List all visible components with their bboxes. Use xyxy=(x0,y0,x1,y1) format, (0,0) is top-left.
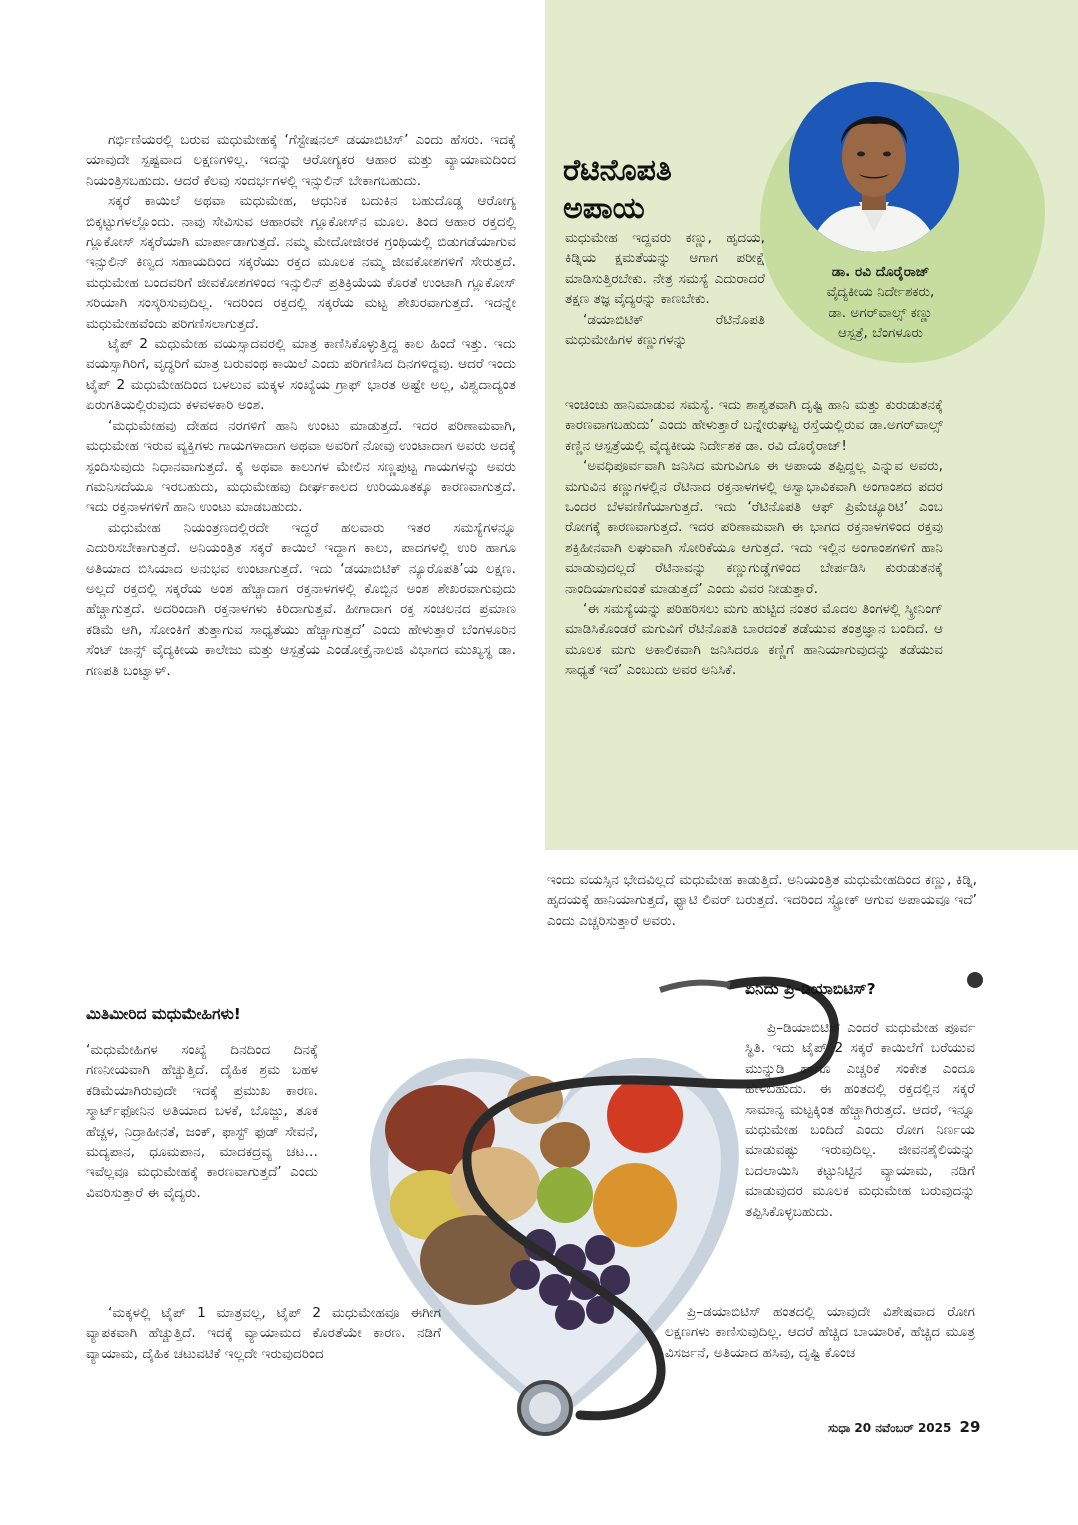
caption-line: ವೈದ್ಯಕೀಯ ನಿರ್ದೇಶಕರು, xyxy=(826,284,935,301)
sidebar-paragraph: ‘ಡಯಾಬಿಟಿಕ್ ರೆಟಿನೊಪತಿ ಮಧುಮೇಹಿಗಳ ಕಣ್ಣುಗಳನ್ನು xyxy=(565,311,765,349)
sidebar-title-line1: ರೆಟಿನೊಪತಿ xyxy=(563,153,672,188)
body-paragraph: ಟೈಪ್ 2 ಮಧುಮೇಹ ವಯಸ್ಸಾದವರಲ್ಲಿ ಮಾತ್ರ ಕಾಣಿಸಿಕೊಳ್ಳುತ್ತಿದ್ದ ಕಾಲ ಹಿಂದೆ ಇತ್ತು. ಇದು ವಯಸ್ಸಾಗಿರಿಗೆ, ವೃದ್ಧರಿಗೆ ಮಾತ್ರ ಬರುವಂಥ ಕಾಯಿಲೆ ಎಂದು ಪರಿಗಣಿಸಿದ ದಿನಗಳಿದ್ದವು. ಆದರೆ ಇಂದು ಟೈಪ್ 2 ಮಧುಮೇಹದಿಂದ ಬಳಲುವ ಮಕ್ಕಳ ಸಂಖ್ಯೆಯ ಗ್ರಾಫ್ ಭಾರತ ಅಷ್ಟೇ ಅಲ್ಲ, ವಿಶ್ವದಾದ್ಯಂತ ಏರುಗತಿಯಲ್ಲಿರುವುದು ಕಳವಳಕಾರಿ ಅಂಶ. xyxy=(86,336,516,414)
caption-name: ಡಾ. ರವಿ ದೊರೈರಾಜ್ xyxy=(831,264,930,280)
sidebar-narrow-text xyxy=(565,228,765,350)
sidebar-wide-text xyxy=(565,395,943,681)
page-number: 29 xyxy=(959,1418,981,1436)
sidebar-paragraph: ಇಂಚಿಂಚು ಹಾನಿಮಾಡುವ ಸಮಸ್ಯೆ. ಇದು ಶಾಶ್ವತವಾಗಿ ದೃಷ್ಟಿ ಹಾನಿ ಮತ್ತು ಕುರುಡುತನಕ್ಕೆ ಕಾರಣವಾಗಬಹುದು’ ಎಂದು ಹೇಳುತ್ತಾರೆ ಬನ್ನೇರುಘಟ್ಟ ರಸ್ತೆಯಲ್ಲಿರುವ ಡಾ.ಅಗರ್‌ವಾಲ್ಸ್ ಕಣ್ಣಿನ ಆಸ್ಪತ್ರೆಯಲ್ಲಿ ವೈದ್ಯಕೀಯ ನಿರ್ದೇಶಕ ಡಾ. ರವಿ ದೊರೈರಾಜ್! xyxy=(565,397,943,454)
body-paragraph: ಇಂದು ವಯಸ್ಸಿನ ಭೇದವಿಲ್ಲದೆ ಮಧುಮೇಹ ಕಾಡುತ್ತಿದೆ. ಅನಿಯಂತ್ರಿತ ಮಧುಮೇಹದಿಂದ ಕಣ್ಣು, ಕಿಡ್ನಿ, ಹೃದಯಕ್ಕೆ ಹಾನಿಯಾಗುತ್ತದೆ, ಫ್ಯಾಟಿ ಲಿವರ್ ಬರುತ್ತದೆ. ಇದರಿಂದ ಸ್ಟ್ರೋಕ್ ಆಗುವ ಅಪಾಯವೂ ಇದೆ’ ಎಂದು ಎಚ್ಚರಿಸುತ್ತಾರೆ ಅವರು. xyxy=(547,872,977,929)
box-paragraph: ಪ್ರಿ–ಡಿಯಾಬಿಟಿಸ್ ಎಂದರೆ ಮಧುಮೇಹ ಪೂರ್ವ ಸ್ಥಿತಿ. ಇದು ಟೈಪ್ 2 ಸಕ್ಕರೆ ಕಾಯಿಲೆಗೆ ಬರೆಯುವ ಮುನ್ನುಡಿ ಹಾಗೂ ಎಚ್ಚರಿಕೆ ಸಂಕೇತ ಎಂದೂ ಹೇಳಬಹುದು. ಈ ಹಂತದಲ್ಲಿ ರಕ್ತದಲ್ಲಿನ ಸಕ್ಕರೆ ಸಾಮಾನ್ಯ ಮಟ್ಟಕ್ಕಿಂತ ಹೆಚ್ಚಾಗಿರುತ್ತದೆ. ಆದರೆ, ಇನ್ನೂ ಮಧುಮೇಹ ಬಂದಿದೆ ಎಂದು ರೋಗ ನಿರ್ಣಯ ಮಾಡುವಷ್ಟು ಇರುವುದಿಲ್ಲ. ಜೀವನಶೈಲಿಯನ್ನು ಬದಲಾಯಿಸಿ ಕಟ್ಟುನಿಟ್ಟಿನ ವ್ಯಾಯಾಮ, ನಡಿಗೆ ಮಾಡುವುದರ ಮೂಲಕ ಮಧುಮೇಹ ಬರುವುದನ್ನು ತಪ್ಪಿಸಿಕೊಳ್ಳಬಹುದು. xyxy=(745,1020,975,1220)
right-continuation-text xyxy=(547,870,977,931)
sidebar-title xyxy=(563,152,672,228)
body-paragraph: ‘ಮಧುಮೇಹವು ದೇಹದ ನರಗಳಿಗೆ ಹಾನಿ ಉಂಟು ಮಾಡುತ್ತದೆ. ಇದರ ಪರಿಣಾಮವಾಗಿ, ಮಧುಮೇಹ ಇರುವ ವ್ಯಕ್ತಿಗಳು ಗಾಯಗಳಾದಾಗ ಅಥವಾ ಅವರಿಗೆ ನೋವು ಉಂಟಾದಾಗ ಅವರು ಅದಕ್ಕೆ ಸ್ಪಂದಿಸುವುದು ನಿಧಾನವಾಗುತ್ತದೆ. ಕೈ ಅಥವಾ ಕಾಲುಗಳ ಮೇಲಿನ ಸಣ್ಣಪುಟ್ಟ ಗಾಯಗಳನ್ನು ಅವರು ಗಮನಿಸದೆಯೂ ಇರಬಹುದು, ಮಧುಮೇಹವು ದೀರ್ಘಕಾಲದ ಉರಿಯೂತಕ್ಕೂ ಕಾರಣವಾಗುತ್ತದೆ. ಇದು ರಕ್ತನಾಳಗಳಿಗೆ ಹಾನಿ ಉಂಟು ಮಾಡಬಹುದು. xyxy=(86,417,516,516)
sidebar-title-line2: ಅಪಾಯ xyxy=(563,191,645,226)
sidebar-paragraph: ‘ಅವಧಿಪೂರ್ವವಾಗಿ ಜನಿಸಿದ ಮಗುವಿಗೂ ಈ ಅಪಾಯ ತಪ್ಪಿದ್ದಲ್ಲ ಎನ್ನುವ ಅವರು, ಮಗುವಿನ ಕಣ್ಣುಗಳಲ್ಲಿನ ರೆಟಿನಾದ ರಕ್ತನಾಳಗಳಲ್ಲಿ ಅಸ್ವಾಭಾವಿಕವಾಗಿ ಅಂಗಾಂಶದ ಪದರ ಒಂದರ ಬೆಳವಣಿಗೆಯಾಗುತ್ತದೆ. ಇದು ‘ರೆಟಿನೊಪತಿ ಆಫ್ ಪ್ರಿಮೆಚ್ಯೂರಿಟಿ’ ಎಂಬ ರೋಗಕ್ಕೆ ಕಾರಣವಾಗುತ್ತದೆ. ಇದರ ಪರಿಣಾಮವಾಗಿ ಈ ಭಾಗದ ರಕ್ತನಾಳಗಳಿಂದ ರಕ್ತವು ಶಕ್ತಿಹೀನವಾಗಿ ಲಘುವಾಗಿ ಸೋರಿಕೆಯೂ ಆಗುತ್ತದೆ. ಇದು ಇಲ್ಲಿನ ಅಂಗಾಂಶಗಳಿಗೆ ಹಾನಿ ಮಾಡುವುದಲ್ಲದೆ ರೆಟಿನಾವನ್ನು ಕಣ್ಣುಗುಡ್ಡೆಗಳಿಂದ ಬೇರ್ಪಡಿಸಿ ಕುರುಡುತನಕ್ಕೆ ನಾಂದಿಯಾಗುವಂತೆ ಮಾಡುತ್ತದೆ’ ಎಂದು ವಿವರ ನೀಡುತ್ತಾರೆ. xyxy=(565,458,943,597)
body-paragraph: ಸಕ್ಕರೆ ಕಾಯಿಲೆ ಅಥವಾ ಮಧುಮೇಹ, ಆಧುನಿಕ ಬದುಕಿನ ಬಹುದೊಡ್ಡ ಆರೋಗ್ಯ ಬಿಕ್ಕಟ್ಟುಗಳಲ್ಲೊಂದು. ನಾವು ಸೇವಿಸುವ ಆಹಾರವೇ ಗ್ಲೂಕೋಸ್‌ನ ಮೂಲ. ತಿಂದ ಆಹಾರ ರಕ್ತದಲ್ಲಿ ಗ್ಲೂಕೋಸ್ ಸಕ್ಕರೆಯಾಗಿ ಮಾರ್ಪಾಡಾಗುತ್ತದೆ. ನಮ್ಮ ಮೇದೋಜೀರಕ ಗ್ರಂಥಿಯಲ್ಲಿ ಬಿಡುಗಡೆಯಾಗುವ ಇನ್ಸುಲಿನ್ ಕಿಣ್ವದ ಸಹಾಯದಿಂದ ಸಕ್ಕರೆಯು ರಕ್ತದ ಮೂಲಕ ನಮ್ಮ ಜೀವಕೋಶಗಳಿಗೆ ಸೇರುತ್ತದೆ. ಮಧುಮೇಹ ಬಂದವರಿಗೆ ಜೀವಕೋಶಗಳಿಂದ ಇನ್ಸುಲಿನ್ ಪ್ರತಿಕ್ರಿಯೆಯ ಕೊರತೆ ಉಂಟಾಗಿ ಗ್ಲೂಕೋಸ್ ಸರಿಯಾಗಿ ಸಂಸ್ಕರಿಸುವುದಿಲ್ಲ. ಇದರಿಂದ ರಕ್ತದಲ್ಲಿ ಸಕ್ಕರೆಯ ಮಟ್ಟ ಶೇಖರವಾಗುತ್ತದೆ. ಇದನ್ನೇ ಮಧುಮೇಹವೆಂದು ಪರಿಗಣಿಸಲಾಗುತ್ತದೆ. xyxy=(86,193,516,332)
box-paragraph: ಪ್ರಿ–ಡಯಾಬಿಟಿಸ್ ಹಂತದಲ್ಲಿ ಯಾವುದೇ ವಿಶೇಷವಾದ ರೋಗ ಲಕ್ಷಣಗಳು ಕಾಣಿಸುವುದಿಲ್ಲ. ಆದರೆ ಹೆಚ್ಚಿದ ಬಾಯಾರಿಕೆ, ಹೆಚ್ಚಿದ ಮೂತ್ರ ವಿಸರ್ಜನೆ, ಅತಿಯಾದ ಹಸಿವು, ದೃಷ್ಟಿ ಕೊಂಚ xyxy=(665,1304,975,1361)
box-paragraph: ‘ಮಕ್ಕಳಲ್ಲಿ ಟೈಪ್ 1 ಮಾತ್ರವಲ್ಲ, ಟೈಪ್ 2 ಮಧುಮೇಹವೂ ಈಗೀಗ ವ್ಯಾಪಕವಾಗಿ ಹೆಚ್ಚುತ್ತಿದೆ. ಇದಕ್ಕೆ ವ್ಯಾಯಾಮದ ಕೊರತೆಯೇ ಕಾರಣ. ನಡಿಗೆ ವ್ಯಾಯಾಮ, ದೈಹಿಕ ಚಟುವಟಿಕೆ ಇಲ್ಲದೇ ಇರುವುದರಿಂದ xyxy=(86,1305,441,1362)
portrait-illustration xyxy=(789,82,959,252)
right-box-text xyxy=(745,1018,975,1222)
body-paragraph: ಮಧುಮೇಹ ನಿಯಂತ್ರಣದಲ್ಲಿರದೇ ಇದ್ದರೆ ಹಲವಾರು ಇತರ ಸಮಸ್ಯೆಗಳನ್ನೂ ಎದುರಿಸಬೇಕಾಗುತ್ತದೆ. ಅನಿಯಂತ್ರಿತ ಸಕ್ಕರೆ ಕಾಯಿಲೆ ಇದ್ದಾಗ ಕಾಲು, ಪಾದಗಳಲ್ಲಿ ಉರಿ ಹಾಗೂ ಅತಿಯಾದ ಬಿಸಿಯಾದ ಅನುಭವ ಉಂಟಾಗುತ್ತದೆ. ಇದು ‘ಡಯಾಬಿಟಿಕ್ ನ್ಯೂರೊಪತಿ’ಯ ಲಕ್ಷಣ. ಅಲ್ಲದೆ ರಕ್ತದಲ್ಲಿ ಸಕ್ಕರೆಯ ಅಂಶ ಹೆಚ್ಚಾದಾಗ ರಕ್ತನಾಳಗಳಲ್ಲಿ ಕೊಬ್ಬಿನ ಅಂಶ ಶೇಖರವಾಗುವುದು ಹೆಚ್ಚಾಗುತ್ತದೆ. ಅದರಿಂದಾಗಿ ರಕ್ತನಾಳಗಳು ಕಿರಿದಾಗುತ್ತವೆ. ಹೀಗಾದಾಗ ರಕ್ತ ಸಂಚಲನದ ಪ್ರಮಾಣ ಕಡಿಮೆ ಆಗಿ, ಸೋಂಕಿಗೆ ತುತ್ತಾಗುವ ಸಾಧ್ಯತೆಯು ಹೆಚ್ಚಾಗುತ್ತದೆ’ ಎಂದು ಹೇಳುತ್ತಾರೆ ಬೆಂಗಳೂರಿನ ಸೆಂಟ್ ಜಾನ್ಸ್ ವೈದ್ಯಕೀಯ ಕಾಲೇಜು ಮತ್ತು ಆಸ್ಪತ್ರೆಯ ಎಂಡೋಕ್ರೈನಾಲಜಿ ವಿಭಾಗದ ಮುಖ್ಯಸ್ಥ ಡಾ. ಗಣಪತಿ ಬಂಟ್ವಾಳ್. xyxy=(86,519,516,679)
body-paragraph: ಗರ್ಭಿಣಿಯರಲ್ಲಿ ಬರುವ ಮಧುಮೇಹಕ್ಕೆ ‘ಗೆಸ್ಟೇಷನಲ್ ಡಯಾಬಿಟಿಸ್’ ಎಂದು ಹೆಸರು. ಇದಕ್ಕೆ ಯಾವುದೇ ಸ್ಪಷ್ಟವಾದ ಲಕ್ಷಣಗಳಿಲ್ಲ. ಇದನ್ನು ಆರೋಗ್ಯಕರ ಆಹಾರ ಮತ್ತು ವ್ಯಾಯಾಮದಿಂದ ನಿಯಂತ್ರಿಸಬಹುದು. ಆದರೆ ಕೆಲವು ಸಂದರ್ಭಗಳಲ್ಲಿ ಇನ್ಸುಲಿನ್ ಬೇಕಾಗಬಹುದು. xyxy=(86,132,516,189)
magazine-date: ಸುಧಾ 20 ನವೆಂಬರ್ 2025 xyxy=(828,1421,952,1435)
author-portrait xyxy=(789,82,959,252)
main-left-column xyxy=(86,130,516,681)
left-box-heading: ಮಿತಿಮೀರಿದ ಮಧುಮೇಹಿಗಳು! xyxy=(86,1005,241,1023)
caption-line: ಡಾ. ಅಗರ್‌ವಾಲ್ಸ್ ಕಣ್ಣು xyxy=(828,304,933,321)
right-box-heading: ಏನಿದು ಪ್ರಿ-ಡಿಯಾಬಿಟಿಸ್? xyxy=(745,980,876,998)
sidebar-paragraph: ಮಧುಮೇಹ ಇದ್ದವರು ಕಣ್ಣು, ಹೃದಯ, ಕಿಡ್ನಿಯ ಕ್ಷಮತೆಯನ್ನು ಆಗಾಗ ಪರೀಕ್ಷೆ ಮಾಡಿಸುತ್ತಿರಬೇಕು. ನೇತ್ರ ಸಮಸ್ಯೆ ಎದುರಾದರೆ ತಕ್ಷಣ ತಜ್ಞ ವೈದ್ಯರನ್ನು ಕಾಣಬೇಕು. xyxy=(565,230,765,308)
caption-line: ಆಸ್ಪತ್ರೆ, ಬೆಂಗಳೂರು xyxy=(838,325,923,342)
left-box-text xyxy=(86,1040,318,1203)
box-paragraph: ‘ಮಧುಮೇಹಿಗಳ ಸಂಖ್ಯೆ ದಿನದಿಂದ ದಿನಕ್ಕೆ ಗಣನೀಯವಾಗಿ ಹೆಚ್ಚುತ್ತಿದೆ. ದೈಹಿಕ ಶ್ರಮ ಬಹಳ ಕಡಿಮೆಯಾಗಿರುವುದೇ ಇದಕ್ಕೆ ಪ್ರಮುಖ ಕಾರಣ. ಸ್ಮಾರ್ಟ್‌ಫೋನಿನ ಅತಿಯಾದ ಬಳಕೆ, ಬೊಜ್ಜು, ತೂಕ ಹೆಚ್ಚಳ, ನಿದ್ರಾಹೀನತೆ, ಜಂಕ್, ಫಾಸ್ಟ್ ಫುಡ್ ಸೇವನೆ, ಮದ್ಯಪಾನ, ಧೂಮಪಾನ, ಮಾದಕದ್ರವ್ಯ ಚಟ… ಇವೆಲ್ಲವೂ ಮಧುಮೇಹಕ್ಕೆ ಕಾರಣವಾಗುತ್ತದೆ’ ಎಂದು ವಿವರಿಸುತ್ತಾರೆ ಈ ವೈದ್ಯರು. xyxy=(86,1042,318,1201)
sidebar-paragraph: ‘ಈ ಸಮಸ್ಯೆಯನ್ನು ಪರಿಹರಿಸಲು ಮಗು ಹುಟ್ಟಿದ ನಂತರ ಮೊದಲ ತಿಂಗಳಲ್ಲಿ ಸ್ಕ್ರೀನಿಂಗ್ ಮಾಡಿಸಿಕೊಂಡರೆ ಮಗುವಿಗೆ ರೆಟಿನೊಪತಿ ಬಾರದಂತೆ ತಡೆಯುವ ತಂತ್ರಜ್ಞಾನ ಬಂದಿದೆ. ಆ ಮೂಲಕ ಮಗು ಅಕಾಲಿಕವಾಗಿ ಜನಿಸಿದರೂ ಕಣ್ಣಿಗೆ ಹಾನಿಯಾಗುವುದನ್ನು ತಡೆಯುವ ಸಾಧ್ಯತೆ ಇದೆ’ ಎಂಬುದು ಅವರ ಅನಿಸಿಕೆ. xyxy=(565,601,943,679)
portrait-caption xyxy=(778,262,983,344)
right-box-text-lower xyxy=(665,1302,975,1363)
page-footer xyxy=(828,1418,980,1436)
left-box-text-lower xyxy=(86,1303,441,1364)
